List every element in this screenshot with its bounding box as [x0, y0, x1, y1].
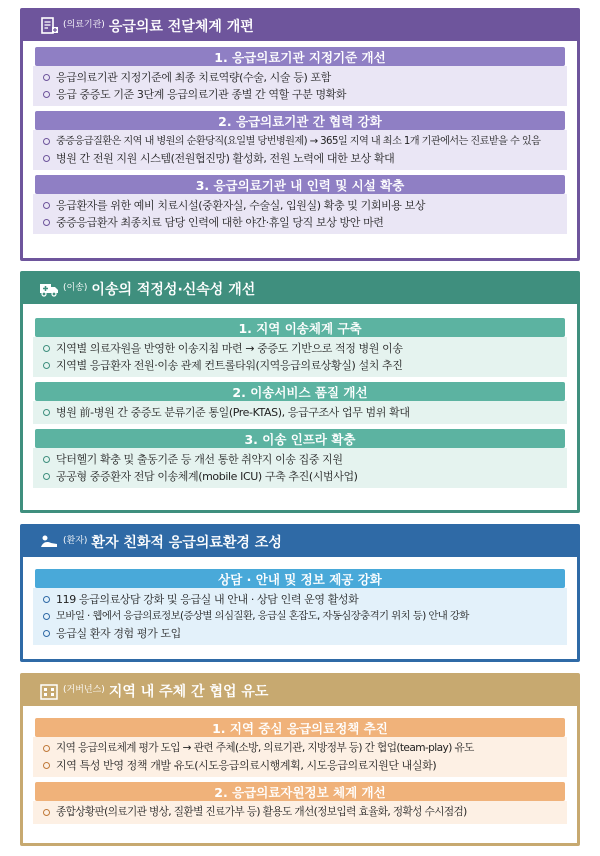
bullet-icon [43, 762, 50, 769]
block [33, 318, 567, 377]
section-title: 응급의료 전달체계 개편 [108, 19, 254, 35]
list-item: 응급실 환자 경험 평가 도입 [43, 625, 559, 642]
block [33, 718, 567, 777]
bullet-icon [43, 809, 50, 816]
section-title: 환자 친화적 응급의료환경 조성 [91, 535, 282, 551]
block [33, 782, 567, 824]
block-title: 1. 지역 이송체계 구축 [35, 318, 565, 337]
block [33, 569, 567, 645]
bullet-icon [43, 630, 50, 637]
block [33, 175, 567, 234]
list-item: 응급 중증도 기준 3단계 응급의료기관 종별 간 역할 구분 명확화 [43, 86, 559, 103]
list-item: 병원 前-병원 간 중증도 분류기준 통일(Pre-KTAS), 응급구조사 업무 범위 확대 [43, 404, 559, 421]
section-header [23, 11, 577, 41]
list-item: 중증응급질환은 지역 내 병원의 순환당직(요일별 당번병원제) → 365일 지역 내 최소 1개 기관에서는 진료받을 수 있음 [43, 133, 559, 150]
bullet-icon [43, 219, 50, 226]
block-title: 3. 응급의료기관 내 인력 및 시설 확충 [35, 175, 565, 194]
bullet-icon [43, 362, 50, 369]
section-title: 지역 내 주체 간 협업 유도 [108, 684, 269, 700]
section-patient-environment [20, 524, 580, 662]
block-title: 1. 지역 중심 응급의료정책 추진 [35, 718, 565, 737]
bullet-icon [43, 155, 50, 162]
list-item: 응급의료기관 지정기준에 최종 치료역량(수술, 시술 등) 포함 [43, 69, 559, 86]
section-header [23, 527, 577, 557]
section-tag: (환자) [63, 535, 88, 546]
list-item: 지역별 의료자원을 반영한 이송지침 마련 → 중증도 기반으로 적정 병원 이송 [43, 340, 559, 357]
list-item: 병원 간 전원 지원 시스템(전원협진망) 활성화, 전원 노력에 대한 보상 확대 [43, 150, 559, 167]
bullet-icon [43, 138, 50, 145]
list-item: 지역 응급의료체계 평가 도입 → 관련 주체(소방, 의료기관, 지방정부 등) 간 협업(team-play) 유도 [43, 740, 559, 757]
section-header [23, 676, 577, 706]
list-item: 지역 특성 반영 정책 개발 유도(시도응급의료시행계획, 시도응급의료지원단 내실화) [43, 757, 559, 774]
hospital-document-icon [39, 17, 59, 35]
list-item: 공공형 중증환자 전담 이송체계(mobile ICU) 구축 추진(시범사업) [43, 468, 559, 485]
ambulance-icon [39, 280, 59, 298]
list-item: 중증응급환자 최종치료 담당 인력에 대한 야간·휴일 당직 보상 방안 마련 [43, 214, 559, 231]
block-title: 2. 응급의료자원정보 체계 개선 [35, 782, 565, 801]
list-item: 종합상황판(의료기관 병상, 질환별 진료가부 등) 활용도 개선(정보입력 효율화, 정확성 수시점검) [43, 804, 559, 821]
block [33, 429, 567, 488]
patient-icon [39, 533, 59, 551]
list-item: 119 응급의료상담 강화 및 응급실 내 안내 · 상담 인력 운영 활성화 [43, 591, 559, 608]
list-item: 닥터헬기 확충 및 출동기준 등 개선 통한 취약지 이송 집중 지원 [43, 451, 559, 468]
section-emergency-delivery [20, 8, 580, 261]
building-icon [39, 682, 59, 700]
list-item: 응급환자를 위한 예비 치료시설(중환자실, 수술실, 입원실) 확충 및 기회비용 보상 [43, 197, 559, 214]
section-regional-governance [20, 673, 580, 846]
block-title: 1. 응급의료기관 지정기준 개선 [35, 47, 565, 66]
bullet-icon [43, 745, 50, 752]
block [33, 111, 567, 170]
block-title: 2. 응급의료기관 간 협력 강화 [35, 111, 565, 130]
section-tag: (거버넌스) [63, 684, 105, 695]
list-item: 지역별 응급환자 전원·이송 관제 컨트롤타워(지역응급의료상황실) 설치 추진 [43, 357, 559, 374]
bullet-icon [43, 345, 50, 352]
block-title: 상담 · 안내 및 정보 제공 강화 [35, 569, 565, 588]
bullet-icon [43, 91, 50, 98]
list-item: 모바일 · 웹에서 응급의료정보(증상별 의심질환, 응급실 혼잡도, 자동심장충격기 위치 등) 안내 강화 [43, 608, 559, 625]
bullet-icon [43, 473, 50, 480]
bullet-icon [43, 202, 50, 209]
bullet-icon [43, 596, 50, 603]
section-title: 이송의 적정성·신속성 개선 [91, 282, 256, 298]
section-transport [20, 271, 580, 513]
bullet-icon [43, 456, 50, 463]
block [33, 47, 567, 106]
bullet-icon [43, 613, 50, 620]
block [33, 382, 567, 424]
bullet-icon [43, 409, 50, 416]
block-title: 3. 이송 인프라 확충 [35, 429, 565, 448]
block-title: 2. 이송서비스 품질 개선 [35, 382, 565, 401]
section-tag: (의료기관) [63, 19, 105, 30]
section-header [23, 274, 577, 304]
bullet-icon [43, 74, 50, 81]
section-tag: (이송) [63, 282, 88, 293]
